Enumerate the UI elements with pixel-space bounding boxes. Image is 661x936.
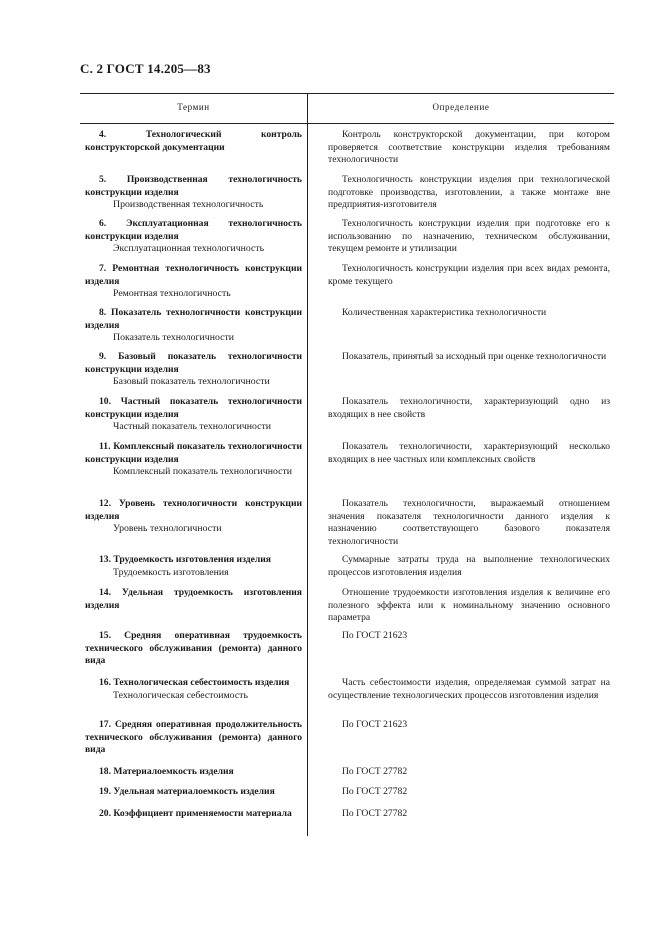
term-title: 8. Показатель технологичности конструкции изделия	[85, 307, 302, 331]
term-definition: Показатель, принятый за исходный при оценке технологичности	[342, 351, 607, 362]
term-short-form: Производственная технологичность	[113, 199, 264, 211]
term-title: 4. Технологический контроль конструкторской документации	[85, 129, 302, 153]
term-short-form: Базовый показатель технологичности	[113, 376, 270, 388]
term-definition: Количественная характеристика технологичности	[342, 307, 547, 318]
term-title: 19. Удельная материалоемкость изделия	[99, 786, 275, 797]
term-title: 7. Ремонтная технологичность конструкции изделия	[85, 263, 302, 287]
table-top-rule	[80, 93, 614, 94]
term-definition: По ГОСТ 27782	[342, 786, 408, 797]
term-title: 10. Частный показатель технологичности конструкции изделия	[85, 396, 302, 420]
term-definition: Показатель технологичности, характеризующий одно из входящих в нее свойств	[328, 396, 610, 420]
term-title: 16. Технологическая себестоимость изделия	[99, 677, 290, 688]
term-definition: Технологичность конструкции изделия при подготовке его к использованию по назначению, техническом обслуживании, текущем ремонте и утилизации	[328, 218, 610, 255]
term-title: 11. Комплексный показатель технологичности конструкции изделия	[85, 441, 302, 465]
term-short-form: Трудоемкость изготовления	[113, 566, 229, 578]
page-header: С. 2 ГОСТ 14.205—83	[80, 61, 211, 76]
term-definition: Отношение трудоемкости изготовления изделия к величине его полезного эффекта или к номинальному значению основного параметра	[328, 587, 610, 624]
term-short-form: Уровень технологичности	[113, 523, 222, 535]
column-divider	[307, 93, 308, 836]
term-definition: Показатель технологичности, выражаемый отношением значения показателя технологичности данного изделия к назначению соответствующего базового показателя технологичности	[328, 498, 610, 547]
term-definition: По ГОСТ 27782	[342, 808, 408, 819]
term-definition: Часть себестоимости изделия, определяемая суммой затрат на осуществление технологических процессов изготовления изделия	[328, 677, 610, 701]
term-definition: Суммарные затраты труда на выполнение технологических процессов изготовления изделия	[328, 554, 610, 578]
term-title: 17. Средняя оперативная продолжительность технического обслуживания (ремонта) данного вида	[85, 719, 302, 756]
term-title: 13. Трудоемкость изготовления изделия	[99, 554, 271, 565]
header-rule	[80, 123, 614, 124]
term-short-form: Технологическая себестоимость	[113, 689, 248, 701]
term-title: 18. Материалоемкость изделия	[99, 766, 234, 777]
column-header-term: Термин	[177, 102, 210, 112]
term-definition: Технологичность конструкции изделия при технологической подготовке производства, изготовлении, а также монтаже вне предприятия-изготовителя	[328, 174, 610, 211]
term-title: 14. Удельная трудоемкость изготовления изделия	[85, 587, 302, 611]
term-title: 15. Средняя оперативная трудоемкость технического обслуживания (ремонта) данного вида	[85, 630, 302, 667]
term-short-form: Комплексный показатель технологичности	[113, 466, 292, 478]
term-definition: По ГОСТ 21623	[342, 630, 408, 641]
term-title: 5. Производственная технологичность конструкции изделия	[85, 174, 302, 198]
term-short-form: Ремонтная технологичность	[113, 288, 231, 300]
term-definition: По ГОСТ 27782	[342, 766, 408, 777]
term-definition: По ГОСТ 21623	[342, 719, 408, 730]
term-short-form: Частный показатель технологичности	[113, 421, 272, 433]
term-definition: Технологичность конструкции изделия при всех видах ремонта, кроме текущего	[328, 263, 610, 287]
term-short-form: Показатель технологичности	[113, 332, 234, 344]
term-short-form: Эксплуатационная технологичность	[113, 243, 265, 255]
term-title: 12. Уровень технологичности конструкции изделия	[85, 498, 302, 522]
column-header-definition: Определение	[432, 102, 490, 112]
term-definition: Показатель технологичности, характеризующий несколько входящих в нее частных или комплексных свойств	[328, 441, 610, 465]
term-title: 9. Базовый показатель технологичности конструкции изделия	[85, 351, 302, 375]
term-title: 6. Эксплуатационная технологичность конструкции изделия	[85, 218, 302, 242]
term-definition: Контроль конструкторской документации, при котором проверяется соответствие конструкции изделия требованиям технологичности	[328, 129, 610, 166]
term-title: 20. Коэффициент применяемости материала	[99, 808, 292, 819]
